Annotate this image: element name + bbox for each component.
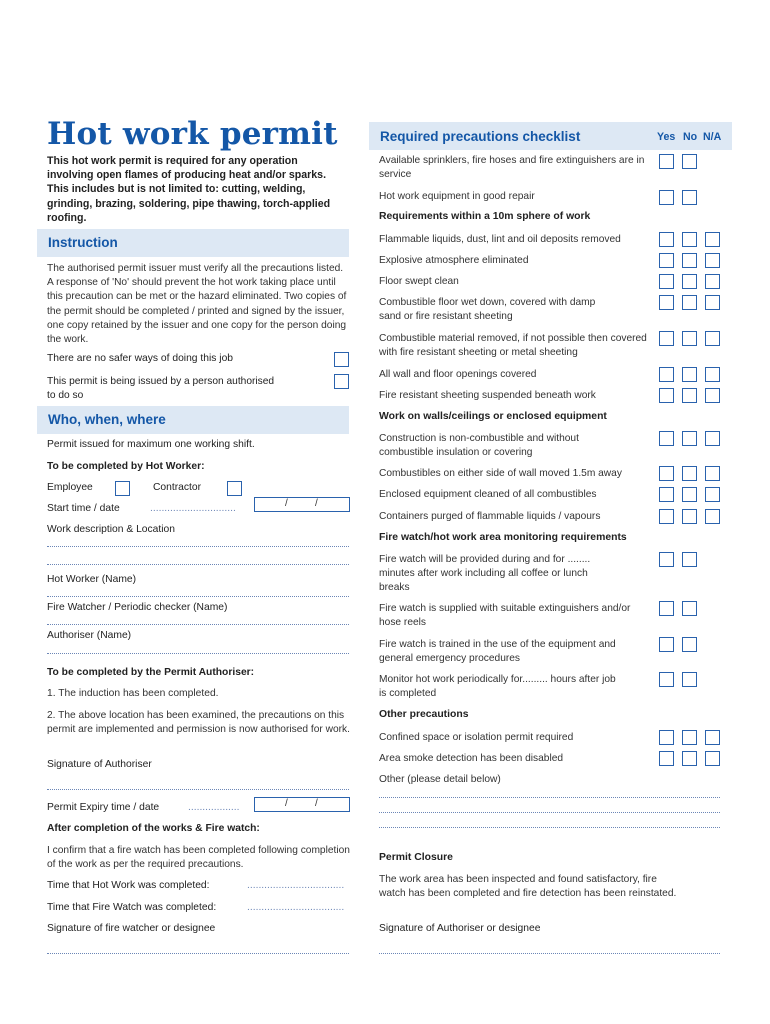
fw-supplied-yes-checkbox[interactable] <box>659 601 674 616</box>
floor-na-checkbox[interactable] <box>705 274 720 289</box>
confined-no-checkbox[interactable] <box>682 730 697 745</box>
instruction-body: The authorised permit issuer must verify all the precautions listed. A response of 'No' should prevent the hot work taking place until this precaution can be met or the hazard eliminated. Two copies of the permit should be completed / printed and signed by the issuer, one copy retained by the issuer and one copy for the person doing the work. <box>47 263 347 346</box>
fire-watcher-line[interactable] <box>47 624 349 625</box>
smoke-no-checkbox[interactable] <box>682 751 697 766</box>
openings-no-checkbox[interactable] <box>682 367 697 382</box>
closure-signature-line[interactable] <box>379 953 720 954</box>
after-completion-heading: After completion of the works & Fire watch: <box>47 823 260 834</box>
instruction-heading: Instruction <box>48 235 118 250</box>
enclosed-yes-checkbox[interactable] <box>659 487 674 502</box>
flammable-na-checkbox[interactable] <box>705 232 720 247</box>
monitor-yes-checkbox[interactable] <box>659 672 674 687</box>
either-side-yes-checkbox[interactable] <box>659 466 674 481</box>
item-openings: All wall and floor openings covered <box>379 369 537 380</box>
section-10m: Requirements within a 10m sphere of work <box>379 211 591 222</box>
checklist-band <box>369 122 732 150</box>
combustible-material-yes-checkbox[interactable] <box>659 331 674 346</box>
expiry-time-field[interactable]: .................. <box>188 802 240 813</box>
item-either-side: Combustibles on either side of wall moved 1.5m away <box>379 468 622 479</box>
construction-no-checkbox[interactable] <box>682 431 697 446</box>
date-separator: / <box>315 798 318 809</box>
item-fw-supplied: Fire watch is supplied with suitable extinguishers and/or hose reels <box>379 603 631 629</box>
col-yes: Yes <box>657 131 676 143</box>
combustible-floor-no-checkbox[interactable] <box>682 295 697 310</box>
section-other: Other precautions <box>379 709 469 720</box>
work-desc-label: Work description & Location <box>47 524 176 535</box>
employee-label: Employee <box>47 482 93 493</box>
authoriser-name-line[interactable] <box>47 653 349 654</box>
item-floor: Floor swept clean <box>379 276 459 287</box>
start-label: Start time / date <box>47 503 120 514</box>
date-separator: / <box>285 798 288 809</box>
item-construction: Construction is non-combustible and without combustible insulation or covering <box>379 433 579 459</box>
fw-provided-yes-checkbox[interactable] <box>659 552 674 567</box>
closure-heading: Permit Closure <box>379 852 453 863</box>
other-detail-line-1[interactable] <box>379 797 720 798</box>
date-separator: / <box>315 498 318 509</box>
sheeting-yes-checkbox[interactable] <box>659 388 674 403</box>
fire-watcher-signature-label: Signature of fire watcher or designee <box>47 923 216 934</box>
hot-worker-heading: To be completed by Hot Worker: <box>47 461 205 472</box>
col-na: N/A <box>703 131 722 143</box>
containers-yes-checkbox[interactable] <box>659 509 674 524</box>
instruction-band <box>37 229 349 257</box>
equipment-no-checkbox[interactable] <box>682 190 697 205</box>
contractor-checkbox[interactable] <box>227 481 242 496</box>
item-monitor: Monitor hot work periodically for......... hours after job is completed <box>379 674 616 700</box>
sheeting-na-checkbox[interactable] <box>705 388 720 403</box>
item-flammable: Flammable liquids, dust, lint and oil deposits removed <box>379 234 621 245</box>
combustible-floor-yes-checkbox[interactable] <box>659 295 674 310</box>
authoriser-signature-label: Signature of Authoriser <box>47 759 152 770</box>
closure-body: The work area has been inspected and found satisfactory, fire watch has been completed and fire detection has been reinstated. <box>379 874 677 900</box>
monitor-no-checkbox[interactable] <box>682 672 697 687</box>
fw-trained-yes-checkbox[interactable] <box>659 637 674 652</box>
containers-no-checkbox[interactable] <box>682 509 697 524</box>
time-fire-label: Time that Fire Watch was completed: <box>47 902 217 913</box>
section-walls: Work on walls/ceilings or enclosed equipment <box>379 411 607 422</box>
start-time-field[interactable]: .............................. <box>150 503 236 514</box>
confined-na-checkbox[interactable] <box>705 730 720 745</box>
item-explosive: Explosive atmosphere eliminated <box>379 255 529 266</box>
work-desc-line-1[interactable] <box>47 546 349 547</box>
fw-trained-no-checkbox[interactable] <box>682 637 697 652</box>
sheeting-no-checkbox[interactable] <box>682 388 697 403</box>
date-separator: / <box>285 498 288 509</box>
authoriser-signature-line[interactable] <box>47 789 349 790</box>
authorised-checkbox[interactable] <box>334 374 349 389</box>
safer-ways-label: There are no safer ways of doing this job <box>47 353 234 364</box>
item-confined: Confined space or isolation permit required <box>379 732 574 743</box>
item-fw-trained: Fire watch is trained in the use of the equipment and general emergency procedures <box>379 639 616 665</box>
other-detail-line-3[interactable] <box>379 827 720 828</box>
explosive-no-checkbox[interactable] <box>682 253 697 268</box>
item-equipment: Hot work equipment in good repair <box>379 191 535 202</box>
construction-yes-checkbox[interactable] <box>659 431 674 446</box>
explosive-yes-checkbox[interactable] <box>659 253 674 268</box>
item-combustible-floor: Combustible floor wet down, covered with damp sand or fire resistant sheeting <box>379 297 596 323</box>
induction-text: 1. The induction has been completed. <box>47 688 219 699</box>
section-firewatch: Fire watch/hot work area monitoring requirements <box>379 532 627 543</box>
item-other: Other (please detail below) <box>379 774 501 785</box>
smoke-yes-checkbox[interactable] <box>659 751 674 766</box>
who-heading: Who, when, where <box>48 412 166 427</box>
flammable-yes-checkbox[interactable] <box>659 232 674 247</box>
contractor-label: Contractor <box>153 482 202 493</box>
item-smoke: Area smoke detection has been disabled <box>379 753 564 764</box>
sprinklers-no-checkbox[interactable] <box>682 154 697 169</box>
smoke-na-checkbox[interactable] <box>705 751 720 766</box>
floor-yes-checkbox[interactable] <box>659 274 674 289</box>
confirm-text: I confirm that a fire watch has been completed following completion of the work as per the required precautions. <box>47 845 350 871</box>
time-fire-field[interactable]: .................................. <box>247 902 345 913</box>
openings-yes-checkbox[interactable] <box>659 367 674 382</box>
employee-checkbox[interactable] <box>115 481 130 496</box>
work-desc-line-2[interactable] <box>47 564 349 565</box>
sprinklers-yes-checkbox[interactable] <box>659 154 674 169</box>
authoriser-name-label: Authoriser (Name) <box>47 630 132 641</box>
hot-worker-name-line[interactable] <box>47 596 349 597</box>
fw-supplied-no-checkbox[interactable] <box>682 601 697 616</box>
checklist-heading: Required precautions checklist <box>380 129 581 144</box>
time-hot-label: Time that Hot Work was completed: <box>47 880 210 891</box>
item-enclosed: Enclosed equipment cleaned of all combustibles <box>379 489 597 500</box>
floor-no-checkbox[interactable] <box>682 274 697 289</box>
confined-yes-checkbox[interactable] <box>659 730 674 745</box>
either-side-no-checkbox[interactable] <box>682 466 697 481</box>
combustible-floor-na-checkbox[interactable] <box>705 295 720 310</box>
examined-text: 2. The above location has been examined, the precautions on this permit are implemented and permission is now authorised for work. <box>47 710 350 736</box>
flammable-no-checkbox[interactable] <box>682 232 697 247</box>
openings-na-checkbox[interactable] <box>705 367 720 382</box>
containers-na-checkbox[interactable] <box>705 509 720 524</box>
enclosed-na-checkbox[interactable] <box>705 487 720 502</box>
other-detail-line-2[interactable] <box>379 812 720 813</box>
intro-text: This hot work permit is required for any operation involving open flames of producing heat and/or sparks. This includes but is not limited to: cutting, welding, grinding, brazing, soldering, pipe thawing, torch-applied roofing. <box>47 155 331 224</box>
authoriser-heading: To be completed by the Permit Authoriser: <box>47 667 255 678</box>
authorised-label: This permit is being issued by a person authorised to do so <box>47 376 275 402</box>
item-combustible-material: Combustible material removed, if not possible then covered with fire resistant sheeting or metal sheeting <box>379 333 647 359</box>
item-sprinklers: Available sprinklers, fire hoses and fire extinguishers are in service <box>379 155 645 181</box>
who-band <box>37 406 349 434</box>
explosive-na-checkbox[interactable] <box>705 253 720 268</box>
equipment-yes-checkbox[interactable] <box>659 190 674 205</box>
col-no: No <box>683 131 698 143</box>
item-sheeting: Fire resistant sheeting suspended beneath work <box>379 390 596 401</box>
page-title: Hot work permit <box>47 116 338 152</box>
either-side-na-checkbox[interactable] <box>705 466 720 481</box>
fire-watcher-signature-line[interactable] <box>47 953 349 954</box>
start-date-field[interactable] <box>254 497 350 512</box>
fw-provided-no-checkbox[interactable] <box>682 552 697 567</box>
enclosed-no-checkbox[interactable] <box>682 487 697 502</box>
fire-watcher-label: Fire Watcher / Periodic checker (Name) <box>47 602 228 613</box>
max-shift-text: Permit issued for maximum one working shift. <box>47 439 255 450</box>
safer-ways-checkbox[interactable] <box>334 352 349 367</box>
item-fw-provided: Fire watch will be provided during and for ........ minutes after work including all coffee or lunch breaks <box>379 554 591 594</box>
closure-signature-label: Signature of Authoriser or designee <box>379 923 541 934</box>
expiry-date-field[interactable] <box>254 797 350 812</box>
item-containers: Containers purged of flammable liquids / vapours <box>379 511 601 522</box>
combustible-material-na-checkbox[interactable] <box>705 331 720 346</box>
hot-worker-name-label: Hot Worker (Name) <box>47 574 137 585</box>
construction-na-checkbox[interactable] <box>705 431 720 446</box>
expiry-label: Permit Expiry time / date <box>47 802 160 813</box>
time-hot-field[interactable]: .................................. <box>247 880 345 891</box>
combustible-material-no-checkbox[interactable] <box>682 331 697 346</box>
